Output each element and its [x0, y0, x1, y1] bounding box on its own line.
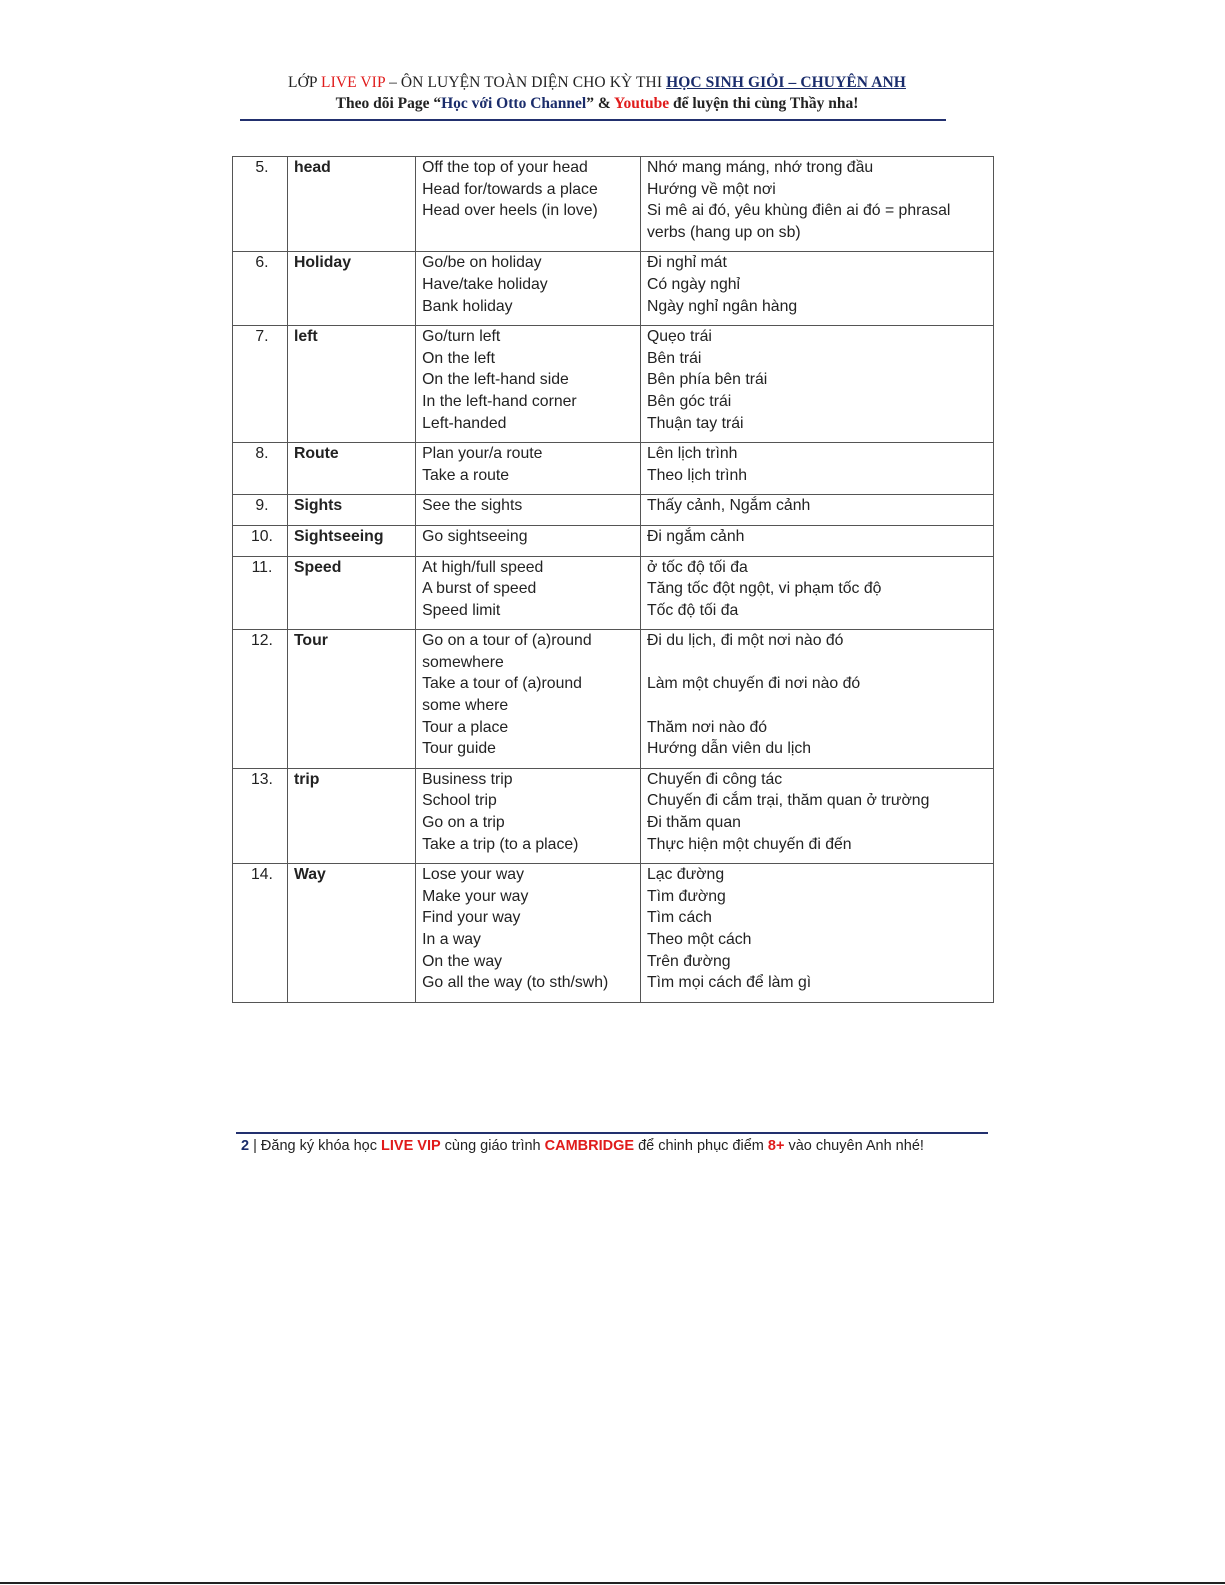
header-text: ” & — [586, 95, 615, 112]
meanings-cell — [640, 864, 993, 1003]
collocation: On the left — [422, 349, 496, 367]
collocation: On the left-hand side — [422, 371, 569, 389]
collocations-cell — [416, 495, 641, 526]
collocation: Head for/towards a place — [422, 180, 598, 198]
meaning: Chuyến đi cắm trại, thăm quan ở trường — [646, 792, 930, 810]
meaning: Theo lịch trình — [646, 466, 748, 484]
page-header — [240, 74, 946, 113]
table-row — [233, 443, 994, 495]
meanings-cell — [640, 252, 993, 326]
collocations-cell — [416, 252, 641, 326]
collocation: Off the top of your head — [422, 159, 588, 176]
meaning: verbs (hang up on sb) — [646, 223, 801, 241]
collocation: Go on a trip — [422, 814, 505, 832]
headword: Speed — [287, 556, 415, 630]
collocation: See the sights — [422, 497, 523, 515]
collocation: Business trip — [422, 770, 513, 788]
collocations-cell — [416, 157, 641, 252]
header-highlight-page: Học với Otto Channel — [441, 95, 587, 112]
meaning: Bên góc trái — [646, 392, 732, 410]
meanings-cell — [640, 525, 993, 556]
header-text: Theo dõi Page “ — [335, 95, 442, 112]
collocation: School trip — [422, 792, 497, 810]
row-number: 9. — [233, 495, 288, 526]
header-highlight-live-vip: LIVE VIP — [321, 74, 386, 91]
collocation: Plan your/a route — [422, 445, 543, 463]
meanings-cell — [640, 556, 993, 630]
header-divider — [240, 119, 946, 121]
meaning: Ngày nghỉ ngân hàng — [646, 297, 798, 315]
header-text: – ÔN LUYỆN TOÀN DIỆN CHO KỲ THI — [385, 74, 667, 91]
row-number: 6. — [233, 252, 288, 326]
vocabulary-table — [232, 156, 994, 1003]
page-number: 2 — [241, 1138, 250, 1154]
collocation: Have/take holiday — [422, 275, 548, 293]
row-number: 7. — [233, 326, 288, 443]
meaning: Thăm nơi nào đó — [646, 718, 768, 736]
collocation: In a way — [422, 931, 481, 948]
collocation: Tour a place — [422, 718, 509, 736]
header-text: để luyện thi cùng Thầy nha! — [669, 95, 859, 112]
meaning: Lên lịch trình — [646, 445, 738, 463]
header-subtitle — [240, 95, 946, 113]
meaning: Tìm mọi cách để làm gì — [646, 974, 812, 992]
footer-separator: | — [249, 1138, 261, 1154]
meaning: Thực hiện một chuyến đi đến — [646, 835, 852, 853]
meanings-cell — [640, 443, 993, 495]
meaning: Lạc đường — [646, 866, 725, 884]
meaning: Theo một cách — [646, 931, 752, 948]
meaning: Quẹo trái — [646, 328, 712, 346]
meaning: Có ngày nghỉ — [646, 275, 741, 293]
footer-text: để chinh phục điểm — [634, 1138, 768, 1154]
meaning: Chuyến đi công tác — [646, 770, 783, 788]
collocation: Go on a tour of (a)round — [422, 632, 592, 650]
meaning: Tìm cách — [646, 909, 712, 927]
meaning: Bên phía bên trái — [646, 371, 768, 389]
meaning — [647, 652, 987, 674]
header-text: LỚP — [288, 74, 321, 91]
collocation: Make your way — [422, 887, 529, 905]
row-number: 8. — [233, 443, 288, 495]
collocation: A burst of speed — [422, 580, 537, 598]
header-highlight-youtube: Youtube — [614, 95, 670, 112]
footer-divider — [236, 1132, 988, 1134]
meaning: Trên đường — [646, 952, 731, 970]
collocation: Speed limit — [422, 601, 501, 619]
collocation: Lose your way — [422, 866, 524, 884]
meaning: Bên trái — [646, 349, 702, 367]
row-number: 12. — [233, 630, 288, 769]
meaning: Đi du lịch, đi một nơi nào đó — [646, 632, 844, 650]
table-row — [233, 495, 994, 526]
row-number: 13. — [233, 768, 288, 863]
collocations-cell — [416, 326, 641, 443]
row-number: 11. — [233, 556, 288, 630]
collocation: Take a trip (to a place) — [422, 835, 579, 853]
meaning: Tăng tốc đột ngột, vi phạm tốc độ — [646, 580, 882, 598]
collocation: Go/turn left — [422, 328, 501, 346]
collocation: On the way — [422, 952, 503, 970]
header-title — [240, 74, 946, 92]
meanings-cell — [640, 495, 993, 526]
row-number: 5. — [233, 157, 288, 252]
headword: left — [287, 326, 415, 443]
headword: Route — [287, 443, 415, 495]
row-number: 14. — [233, 864, 288, 1003]
meaning: Đi thăm quan — [646, 814, 741, 832]
collocations-cell — [416, 556, 641, 630]
meaning: Làm một chuyến đi nơi nào đó — [646, 675, 861, 693]
collocation: Tour guide — [422, 740, 496, 758]
table-row — [233, 768, 994, 863]
collocation: Head over heels (in love) — [422, 202, 598, 220]
table-row — [233, 864, 994, 1003]
page-bottom-edge — [0, 1582, 1225, 1584]
collocation: Left-handed — [422, 414, 507, 432]
collocations-cell — [416, 864, 641, 1003]
collocations-cell — [416, 768, 641, 863]
meaning: Đi ngắm cảnh — [646, 527, 745, 545]
header-highlight-exam: HỌC SINH GIỎI – CHUYÊN ANH — [666, 74, 906, 91]
headword: Sightseeing — [287, 525, 415, 556]
meaning: Si mê ai đó, yêu khùng điên ai đó = phrasal — [646, 202, 951, 220]
meaning: Thuận tay trái — [646, 414, 744, 432]
page-footer — [241, 1138, 924, 1154]
meaning: Nhớ mang máng, nhớ trong đầu — [646, 159, 874, 176]
collocation: Take a route — [422, 466, 510, 484]
collocation: In the left-hand corner — [422, 392, 577, 410]
headword: trip — [287, 768, 415, 863]
collocation: Go/be on holiday — [422, 254, 542, 272]
table-row — [233, 630, 994, 769]
meaning: Thấy cảnh, Ngắm cảnh — [646, 497, 811, 515]
collocation: Take a tour of (a)round — [422, 675, 582, 693]
collocation: At high/full speed — [422, 558, 544, 576]
table-row — [233, 556, 994, 630]
footer-text: Đăng ký khóa học — [260, 1138, 382, 1154]
meaning — [647, 695, 987, 717]
collocation: Go sightseeing — [422, 527, 528, 545]
meaning: ở tốc độ tối đa — [646, 558, 748, 576]
meanings-cell — [640, 630, 993, 769]
table-row — [233, 157, 994, 252]
headword: Way — [287, 864, 415, 1003]
meanings-cell — [640, 768, 993, 863]
headword: Tour — [287, 630, 415, 769]
row-number: 10. — [233, 525, 288, 556]
footer-text: cùng giáo trình — [440, 1138, 545, 1154]
table-row — [233, 525, 994, 556]
collocation: Bank holiday — [422, 297, 513, 315]
footer-text: vào chuyên Anh nhé! — [784, 1138, 924, 1154]
collocation: Go all the way (to sth/swh) — [422, 974, 609, 992]
collocations-cell — [416, 630, 641, 769]
collocation: some where — [422, 697, 509, 715]
table-row — [233, 252, 994, 326]
collocations-cell — [416, 525, 641, 556]
meanings-cell — [640, 157, 993, 252]
meaning: Tìm đường — [646, 887, 726, 905]
headword: Sights — [287, 495, 415, 526]
collocation: somewhere — [422, 653, 504, 671]
meaning: Tốc độ tối đa — [646, 601, 739, 619]
meanings-cell — [640, 326, 993, 443]
headword: Holiday — [287, 252, 415, 326]
footer-highlight-score: 8+ — [767, 1138, 785, 1154]
collocation — [422, 222, 634, 244]
headword: head — [287, 157, 415, 252]
collocation: Find your way — [422, 909, 521, 927]
meaning: Hướng dẫn viên du lịch — [646, 740, 812, 758]
table-row — [233, 326, 994, 443]
collocations-cell — [416, 443, 641, 495]
footer-highlight-live-vip: LIVE VIP — [381, 1138, 441, 1154]
meaning: Hướng về một nơi — [646, 180, 776, 198]
footer-highlight-cambridge: CAMBRIDGE — [544, 1138, 635, 1154]
meaning: Đi nghỉ mát — [646, 254, 727, 272]
